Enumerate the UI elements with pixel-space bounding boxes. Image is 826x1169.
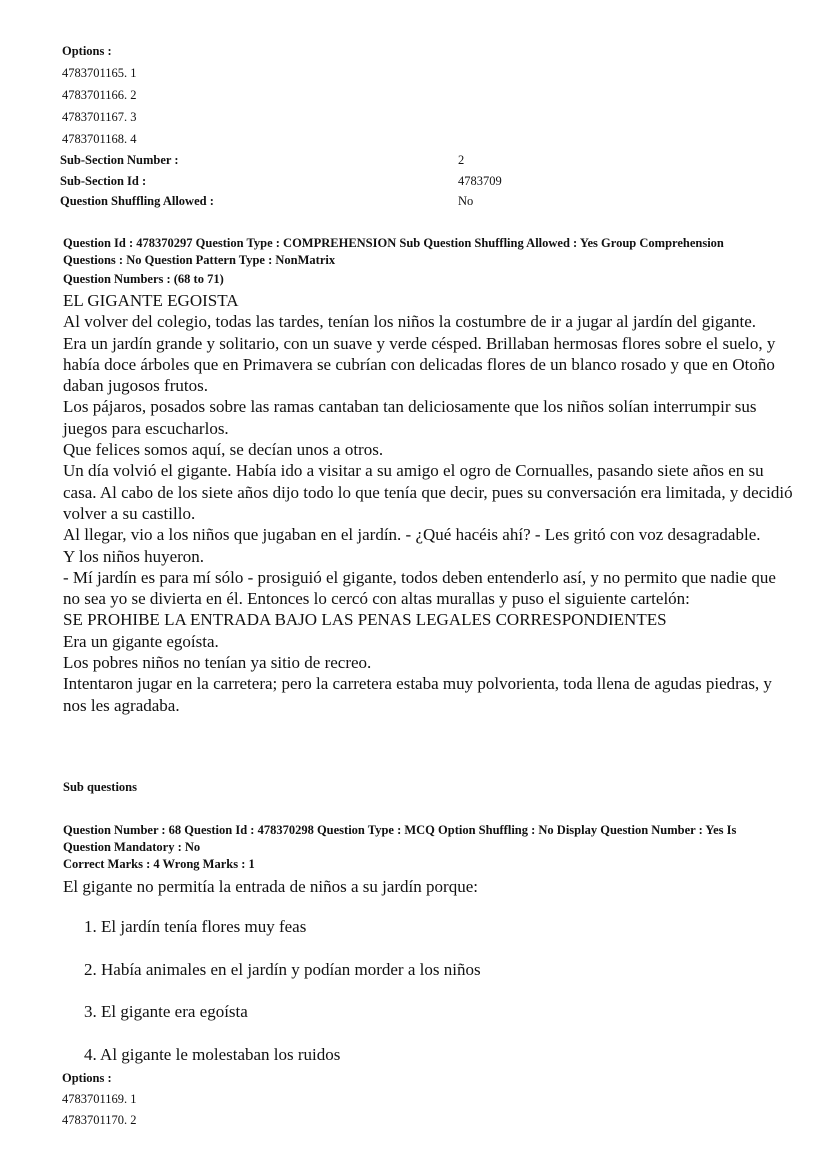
subsection-id-row <box>60 171 580 192</box>
passage-paragraph: Intentaron jugar en la carretera; pero la carretera estaba muy polvorienta, toda llena de agudas piedras, y nos les agradaba. <box>63 674 772 715</box>
reading-passage <box>63 290 793 716</box>
question-68-text: El gigante no permitía la entrada de niños a su jardín porque: <box>63 877 478 896</box>
subsection-number-value: 2 <box>458 153 465 167</box>
shuffle-value: No <box>458 194 474 208</box>
shuffle-row <box>60 191 580 212</box>
comprehension-header: Question Id : 478370297 Question Type : COMPREHENSION Sub Question Shuffling Allowed : Yes Group Comprehension Questions : No Question Pattern Type : NonMatrix <box>63 236 724 267</box>
choice-item: 4. Al gigante le molestaban los ruidos <box>84 1044 341 1064</box>
option-id: 4783701168. 4 <box>62 132 137 146</box>
choice-item: 2. Había animales en el jardín y podían morder a los niños <box>84 959 481 979</box>
option-id: 4783701166. 2 <box>62 88 137 102</box>
shuffle-label: Question Shuffling Allowed : <box>60 194 214 208</box>
subsection-info <box>60 150 580 212</box>
option-id: 4783701170. 2 <box>62 1113 137 1127</box>
options-list-top <box>62 40 137 150</box>
passage-paragraph: Los pájaros, posados sobre las ramas cantaban tan deliciosamente que los niños solían interrumpir sus juegos para escucharlos. <box>63 397 757 438</box>
passage-paragraph: Que felices somos aquí, se decían unos a otros. <box>63 440 384 460</box>
passage-paragraph: Al volver del colegio, todas las tardes, tenían los niños la costumbre de ir a jugar al jardín del gigante. <box>63 312 757 332</box>
passage-paragraph: Era un jardín grande y solitario, con un suave y verde césped. Brillaban hermosas flores sobre el suelo, y había doce árboles que en Primavera se cubrían con delicadas flores de un blanco rosado y que en Otoño daban jugosos frutos. <box>63 333 776 396</box>
choice-item: 3. El gigante era egoísta <box>84 1002 248 1021</box>
passage-paragraph: Un día volvió el gigante. Había ido a visitar a su amigo el ogro de Cornualles, pasando siete años en su casa. Al cabo de los siete años dijo todo lo que tenía que decir, pues su conversación era limitada, y decidió volver a su castillo. <box>63 461 793 523</box>
options-list-bottom <box>62 1068 137 1131</box>
option-id: 4783701165. 1 <box>62 66 137 80</box>
option-id: 4783701169. 1 <box>62 1092 137 1106</box>
question-68-marks: Correct Marks : 4 Wrong Marks : 1 <box>63 857 255 871</box>
subsection-id-label: Sub-Section Id : <box>60 173 147 188</box>
passage-title: EL GIGANTE EGOISTA <box>63 291 239 310</box>
passage-paragraph: Era un gigante egoísta. <box>63 631 219 651</box>
option-id: 4783701167. 3 <box>62 110 137 124</box>
options-label: Options : <box>62 44 112 58</box>
options-label: Options : <box>62 1071 112 1085</box>
choice-item: 1. El jardín tenía flores muy feas <box>84 917 307 936</box>
passage-paragraph: - Mí jardín es para mí sólo - prosiguió el gigante, todos deben entenderlo así, y no permito que nadie que no sea yo se divierta en él. Entonces lo cercó con altas murallas y puso el siguiente cartelón: <box>63 567 776 609</box>
passage-paragraph: Y los niños huyeron. <box>63 546 205 566</box>
passage-paragraph: Al llegar, vio a los niños que jugaban en el jardín. - ¿Qué hacéis ahí? - Les gritó con voz desagradable. <box>63 525 761 545</box>
subsection-number-row <box>60 150 580 171</box>
question-numbers: Question Numbers : (68 to 71) <box>63 272 224 286</box>
sub-questions-label: Sub questions <box>63 780 137 794</box>
subsection-id-value: 4783709 <box>458 173 502 188</box>
question-68-header: Question Number : 68 Question Id : 478370298 Question Type : MCQ Option Shuffling : No Display Question Number : Yes Is Question Mandatory : No <box>63 823 737 854</box>
passage-paragraph: SE PROHIBE LA ENTRADA BAJO LAS PENAS LEGALES CORRESPONDIENTES <box>63 610 667 630</box>
question-68-choices <box>84 916 481 1086</box>
passage-paragraph: Los pobres niños no tenían ya sitio de recreo. <box>63 653 372 673</box>
subsection-number-label: Sub-Section Number : <box>60 153 179 167</box>
